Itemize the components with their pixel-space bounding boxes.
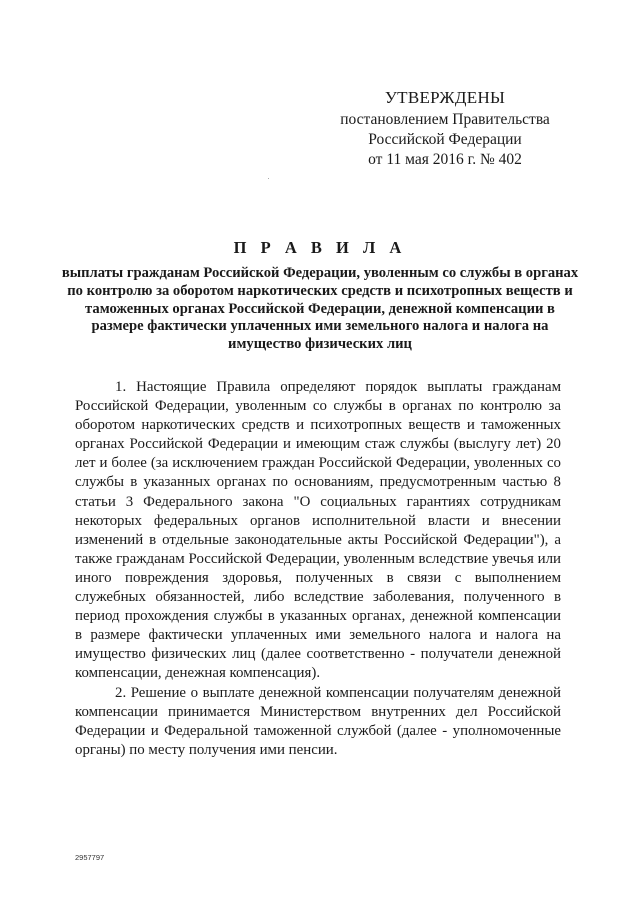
paragraph-2: 2. Решение о выплате денежной компенсации получателям денежной компенсации принимается Министерством внутренних дел Российской Федерации и Федеральной таможенной службой (далее - уполномоченные органы) по месту получения ими пенсии. [75, 684, 561, 758]
document-body [75, 378, 561, 760]
approval-line-3: от 11 мая 2016 г. № 402 [368, 151, 522, 168]
approval-line-1: постановлением Правительства [340, 111, 550, 128]
document-number: 2957797 [75, 853, 105, 862]
approval-stamp [330, 88, 560, 170]
approval-line-2: Российской Федерации [368, 131, 522, 148]
paragraph-1: 1. Настоящие Правила определяют порядок выплаты гражданам Российской Федерации, уволенным со службы в органах по контролю за оборотом наркотических средств и психотропных веществ и таможенных органах Российской Федерации и имеющим стаж службы (выслугу лет) 20 лет и более (за исключением граждан Российской Федерации, уволенных со службы в указанных органах по основаниям, предусмотренным частью 8 статьи 3 Федерального закона "О социальных гарантиях сотрудникам некоторых федеральных органов исполнительной власти и внесении изменений в отдельные законодательные акты Российской Федерации"), а также гражданам Российской Федерации, уволенным вследствие увечья или иного повреждения здоровья, полученных в связи с выполнением служебных обязанностей, либо вследствие заболевания, полученного в период прохождения службы в указанных органах, денежной компенсации в размере фактически уплаченных ими земельного налога и налога на имущество физических лиц (далее соответственно - получатели денежной компенсации, денежная компенсация). [75, 379, 561, 682]
document-title: П Р А В И Л А [233, 238, 407, 257]
scan-speck [268, 178, 269, 179]
approval-heading: УТВЕРЖДЕНЫ [384, 88, 506, 107]
document-subtitle: выплаты гражданам Российской Федерации, уволенным со службы в органах по контролю за оборотом наркотических средств и психотропных веществ и таможенных органах Российской Федерации, денежной компенсации в размере фактически уплаченных ими земельного налога и налога на имущество физических лиц [61, 265, 579, 353]
